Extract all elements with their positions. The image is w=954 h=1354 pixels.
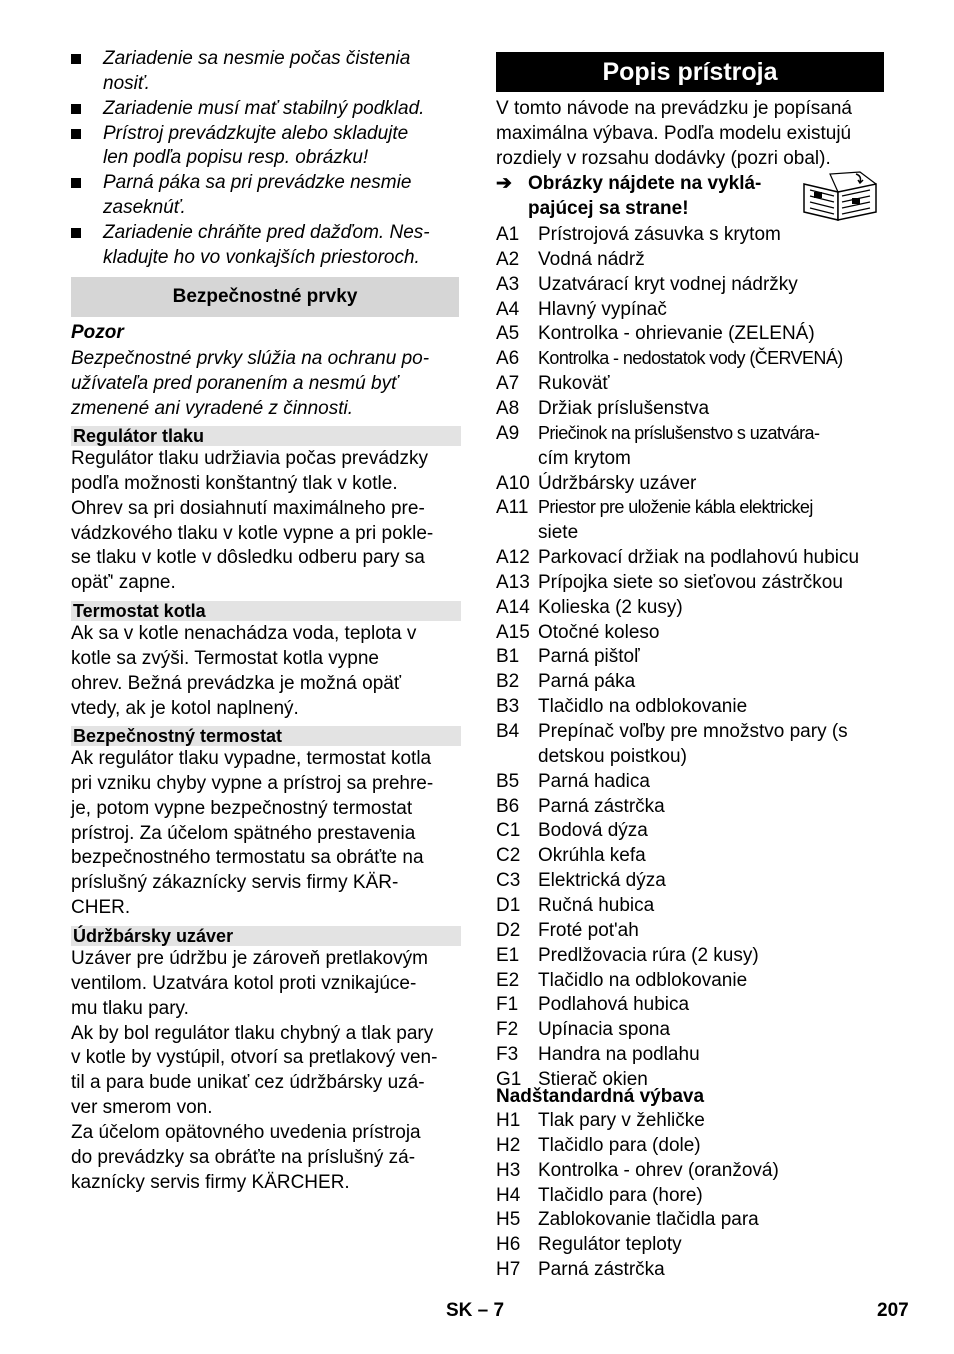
- text-line: opäť' zapne.: [71, 572, 176, 594]
- list-item: [496, 719, 884, 744]
- item-description: Kontrolka - ohrievanie (ZELENÁ): [538, 323, 815, 345]
- list-item: [496, 1232, 884, 1257]
- list-item: [496, 943, 884, 968]
- pozor-label: Pozor: [71, 322, 124, 343]
- text-line: Ak regulátor tlaku vypadne, termostat kotla: [71, 748, 432, 769]
- text-line: Za účelom opätovného uvedenia prístroja: [71, 1121, 421, 1143]
- bullet-text-line: len podľa popisu resp. obrázku!: [103, 147, 369, 169]
- item-code: D1: [496, 894, 521, 916]
- item-description: Otočné koleso: [538, 621, 660, 643]
- item-code: H1: [496, 1110, 521, 1131]
- footer-section: SK – 7: [446, 1300, 505, 1321]
- item-description: Predlžovacia rúra (2 kusy): [538, 944, 759, 966]
- item-code: A6: [496, 348, 520, 370]
- list-item: [496, 272, 884, 297]
- list-item: [496, 968, 884, 993]
- text-line: ventilom. Uzatvára kotol proti vznikajúce-: [71, 972, 417, 994]
- item-description: Froté pot'ah: [538, 919, 639, 941]
- list-item: [496, 570, 884, 595]
- text-line: Ak sa v kotle nenachádza voda, teplota v: [71, 623, 417, 644]
- item-code: A5: [496, 323, 520, 345]
- list-item: [496, 321, 884, 346]
- item-code: F2: [496, 1019, 519, 1041]
- item-description: Údržbársky uzáver: [538, 472, 697, 494]
- item-description: Prepínač voľby pre množstvo pary (s: [538, 721, 848, 742]
- list-item: [496, 247, 884, 272]
- item-code: B2: [496, 671, 520, 693]
- item-code: C2: [496, 845, 521, 867]
- list-item: [496, 1207, 884, 1232]
- pozor-text-line: Bezpečnostné prvky slúžia na ochranu po-: [71, 348, 430, 369]
- item-code: A11: [496, 497, 529, 519]
- list-item: [496, 222, 884, 247]
- item-code: A12: [496, 547, 530, 569]
- item-description: Parná hadica: [538, 770, 650, 792]
- item-code: A7: [496, 373, 520, 395]
- item-description: Stierač okien: [538, 1068, 648, 1090]
- text-line: v kotle by vystúpil, otvorí sa pretlakový ven-: [71, 1047, 438, 1069]
- item-description: Prípojka siete so sieťovou zástrčkou: [538, 571, 843, 593]
- text-line: ver smerom von.: [71, 1097, 213, 1119]
- text-line: vádzkového tlaku v kotle vypne a pri pokle-: [71, 522, 434, 544]
- text-line: mu tlaku pary.: [71, 997, 189, 1019]
- item-code: B1: [496, 646, 520, 668]
- list-item: [496, 520, 884, 545]
- item-code: H7: [496, 1259, 521, 1281]
- item-code: A8: [496, 397, 520, 419]
- item-code: A1: [496, 224, 520, 245]
- section-title-safety: Bezpečnostné prvky: [71, 277, 459, 317]
- item-description: Tlačidlo na odblokovanie: [538, 696, 748, 718]
- item-description: Parná zástrčka: [538, 795, 665, 817]
- item-description: Tlačidlo na odblokovanie: [538, 969, 748, 991]
- list-item: [496, 1108, 884, 1133]
- item-description: Zablokovanie tlačidla para: [538, 1209, 759, 1231]
- item-description: Kolieska (2 kusy): [538, 596, 683, 618]
- item-code: B3: [496, 696, 520, 718]
- item-description: Elektrická dýza: [538, 870, 666, 892]
- list-item: [496, 868, 884, 893]
- item-description: Držiak príslušenstva: [538, 397, 710, 419]
- item-description: Rukoväť: [538, 373, 610, 395]
- item-code: E1: [496, 944, 520, 966]
- item-description: Kontrolka - nedostatok vody (ČERVENÁ): [538, 348, 843, 369]
- bullet-text-line: Parná páka sa pri prevádzke nesmie: [103, 172, 412, 194]
- intro-text-line: rozdiely v rozsahu dodávky (pozri obal).: [496, 147, 831, 169]
- text-line: je, potom vypne bezpečnostný termostat: [71, 797, 413, 819]
- open-book-icon: [800, 170, 880, 222]
- list-item: [496, 297, 884, 322]
- text-line: Regulátor tlaku udržiavia počas prevádzky: [71, 448, 428, 469]
- item-description: Tlak pary v žehličke: [538, 1110, 705, 1131]
- item-description: Podlahová hubica: [538, 994, 690, 1016]
- subheading-maintenance-cap: Údržbársky uzáver: [71, 926, 461, 946]
- list-item: [496, 620, 884, 645]
- item-code: B5: [496, 770, 520, 792]
- item-code: C3: [496, 870, 521, 892]
- intro-text-line: V tomto návode na prevádzku je popísaná: [496, 98, 852, 119]
- list-item: [496, 1133, 884, 1158]
- text-line: Ak by bol regulátor tlaku chybný a tlak pary: [71, 1022, 434, 1044]
- text-line: do prevádzky sa obráťte na príslušný zá-: [71, 1146, 416, 1168]
- list-item: [496, 1257, 884, 1282]
- list-item: [496, 843, 884, 868]
- bullet-text-line: Zariadenie musí mať stabilný podklad.: [103, 97, 425, 119]
- list-item: [496, 644, 884, 669]
- text-line: podľa možnosti konštantný tlak v kotle.: [71, 472, 398, 494]
- item-code: H5: [496, 1209, 521, 1231]
- list-item: [496, 744, 884, 769]
- list-item: [496, 495, 884, 520]
- subheading-pressure-regulator: Regulátor tlaku: [71, 426, 461, 446]
- bullet-text-line: Prístroj prevádzkujte alebo skladujte: [103, 122, 409, 144]
- item-code: H2: [496, 1134, 521, 1156]
- item-description: Hlavný vypínač: [538, 298, 667, 320]
- bullet-text-line: kladujte ho vo vonkajších priestoroch.: [103, 246, 420, 268]
- text-line: vtedy, ak je kotol naplnený.: [71, 697, 299, 719]
- text-line: til a para bude unikať cez údržbársky uzá-: [71, 1072, 425, 1094]
- text-line: príslušný zákaznícky servis firmy KÄR-: [71, 872, 399, 894]
- item-description: Uzatvárací kryt vodnej nádržky: [538, 273, 798, 295]
- item-description: Kontrolka - ohrev (oranžová): [538, 1159, 779, 1181]
- item-description: Tlačidlo para (dole): [538, 1134, 701, 1156]
- item-description: siete: [538, 522, 579, 544]
- item-code: A13: [496, 571, 530, 593]
- list-item: [496, 595, 884, 620]
- intro-text-line: maximálna výbava. Podľa modelu existujú: [496, 122, 852, 144]
- item-code: D2: [496, 919, 521, 941]
- bullet-text-line: Zariadenie sa nesmie počas čistenia: [103, 48, 411, 69]
- item-description: Tlačidlo para (hore): [538, 1184, 703, 1206]
- item-code: G1: [496, 1068, 522, 1090]
- item-code: A10: [496, 472, 530, 494]
- item-description: Parná pištoľ: [538, 646, 640, 668]
- item-description: Prístrojová zásuvka s krytom: [538, 224, 781, 245]
- text-line: kotle sa zvýši. Termostat kotla vypne: [71, 647, 379, 669]
- item-description: cím krytom: [538, 447, 631, 469]
- item-code: E2: [496, 969, 520, 991]
- list-item: [496, 769, 884, 794]
- list-item: [496, 446, 884, 471]
- item-description: Okrúhla kefa: [538, 845, 646, 867]
- text-line: Uzáver pre údržbu je zároveň pretlakovým: [71, 948, 428, 969]
- item-description: Ručná hubica: [538, 894, 655, 916]
- item-description: Vodná nádrž: [538, 248, 645, 270]
- item-code: B4: [496, 721, 520, 742]
- list-item: [496, 1017, 884, 1042]
- item-description: Priečinok na príslušenstvo s uzatvára-: [538, 422, 820, 443]
- subheading-safety-thermostat: Bezpečnostný termostat: [71, 726, 461, 746]
- text-line: ohrev. Bežná prevádzka je možná opäť: [71, 672, 401, 694]
- item-code: B6: [496, 795, 520, 817]
- item-code: F1: [496, 994, 519, 1016]
- list-item: [496, 371, 884, 396]
- item-code: A4: [496, 298, 520, 320]
- list-item: [496, 396, 884, 421]
- text-line: bezpečnostného termostatu sa obráťte na: [71, 847, 424, 869]
- item-code: C1: [496, 820, 521, 842]
- bullet-text-line: Zariadenie chráňte pred dažďom. Nes-: [103, 221, 430, 243]
- item-description: Handra na podlahu: [538, 1044, 700, 1066]
- list-item: [496, 794, 884, 819]
- item-description: Parná páka: [538, 671, 636, 693]
- list-item: [496, 1042, 884, 1067]
- list-item: [496, 1158, 884, 1183]
- text-line: prístroj. Za účelom spätného prestavenia: [71, 822, 416, 844]
- item-code: A14: [496, 596, 530, 618]
- bullet-text-line: zaseknúť.: [103, 197, 186, 219]
- list-item: [496, 669, 884, 694]
- item-code: F3: [496, 1044, 519, 1066]
- pozor-text-line: zmenené ani vyradené z činnosti.: [71, 397, 353, 419]
- list-item: [496, 1183, 884, 1208]
- item-code: H3: [496, 1159, 521, 1181]
- list-item: [496, 918, 884, 943]
- item-description: Upínacia spona: [538, 1019, 671, 1041]
- list-item: [496, 421, 884, 446]
- item-code: A9: [496, 422, 520, 444]
- arrow-icon: ➔: [496, 173, 512, 194]
- fold-out-note-line: pajúcej sa strane!: [528, 197, 689, 219]
- text-line: kaznícky servis firmy KÄRCHER.: [71, 1171, 350, 1193]
- page-title: Popis prístroja: [496, 52, 884, 92]
- text-line: se tlaku v kotle v dôsledku odberu pary sa: [71, 547, 425, 569]
- item-description: Bodová dýza: [538, 820, 648, 842]
- list-item: [496, 818, 884, 843]
- fold-out-note-line: Obrázky nájdete na vyklá-: [528, 173, 762, 194]
- list-item: [496, 545, 884, 570]
- list-item: [496, 694, 884, 719]
- text-line: Ohrev sa pri dosiahnutí maximálneho pre-: [71, 497, 425, 519]
- item-code: A15: [496, 621, 530, 643]
- optional-equipment-title: Nadštandardná výbava: [496, 1086, 705, 1107]
- list-item: [496, 893, 884, 918]
- footer-page-number: 207: [877, 1300, 909, 1321]
- text-line: pri vzniku chyby vypne a prístroj sa prehre-: [71, 772, 434, 794]
- text-line: CHER.: [71, 897, 131, 919]
- item-code: H4: [496, 1184, 521, 1206]
- bullet-text-line: nosiť.: [103, 72, 150, 94]
- item-description: Parná zástrčka: [538, 1259, 665, 1281]
- item-description: Regulátor teploty: [538, 1234, 682, 1256]
- list-item: [496, 471, 884, 496]
- item-description: detskou poistkou): [538, 745, 687, 767]
- item-code: H6: [496, 1234, 521, 1256]
- item-code: A3: [496, 273, 520, 295]
- list-item: [496, 346, 884, 371]
- pozor-text-line: užívateľa pred poranením a nesmú byť: [71, 372, 398, 394]
- subheading-boiler-thermostat: Termostat kotla: [71, 601, 461, 621]
- item-description: Priestor pre uloženie kábla elektrickej: [538, 497, 813, 518]
- list-item: [496, 992, 884, 1017]
- item-description: Parkovací držiak na podlahovú hubicu: [538, 547, 860, 569]
- item-code: A2: [496, 248, 520, 270]
